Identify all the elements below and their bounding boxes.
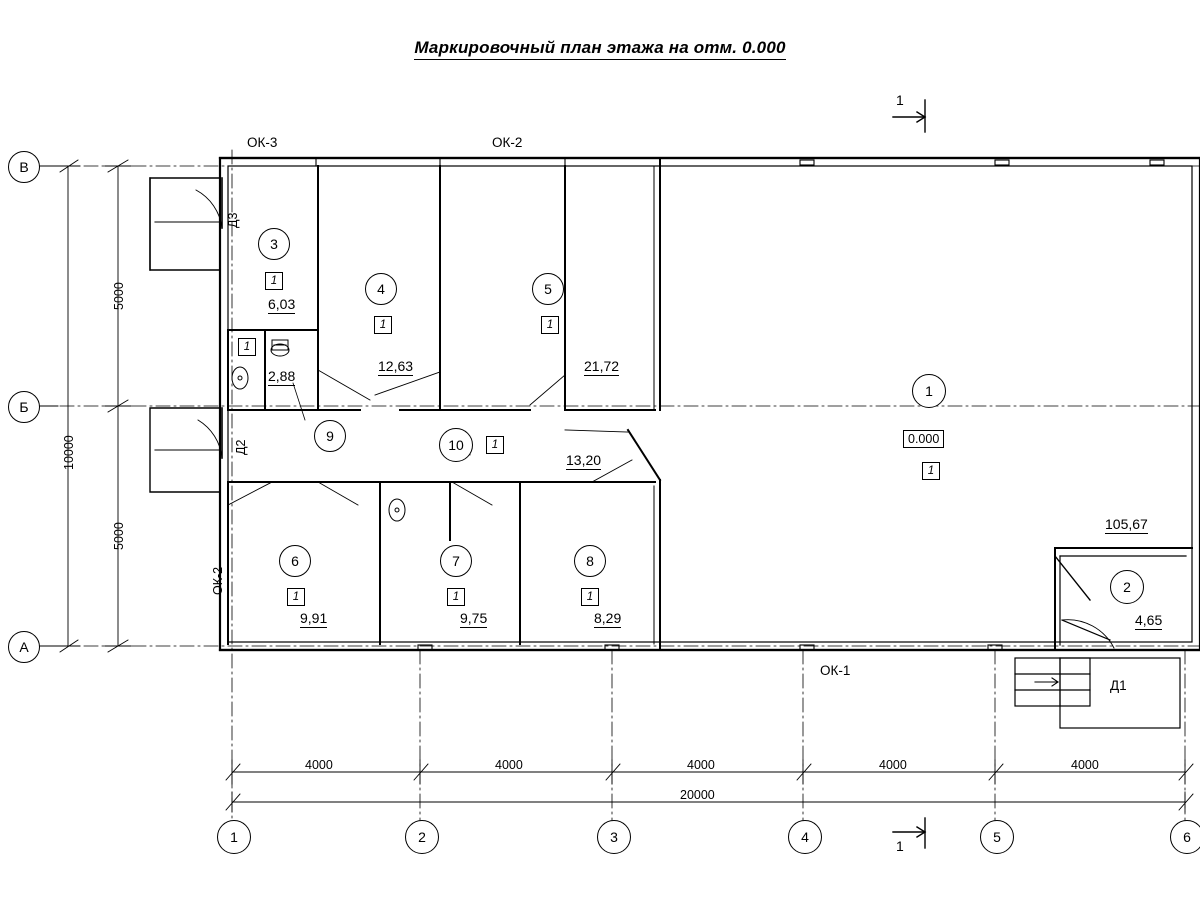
room-number-label: 6 xyxy=(291,553,299,569)
dim-vertical-5000-top: 5000 xyxy=(112,282,126,310)
room-number-7 xyxy=(440,545,472,577)
finish-mark-label: 1 xyxy=(379,319,387,331)
opening-label-ok-1: ОК-1 xyxy=(820,663,851,678)
finish-mark-room-7 xyxy=(447,588,465,606)
room-number-label: 10 xyxy=(448,437,464,453)
finish-mark-label: 1 xyxy=(546,319,554,331)
room-number-label: 8 xyxy=(586,553,594,569)
drawing-title: Маркировочный план этажа на отм. 0.000 xyxy=(0,38,1200,58)
room-number-label: 9 xyxy=(326,428,334,444)
room-number-2 xyxy=(1110,570,1144,604)
room-area-6: 9,91 xyxy=(300,610,328,626)
dim-vertical-10000-total: 10000 xyxy=(62,435,76,470)
finish-mark-label: 1 xyxy=(927,465,935,477)
finish-mark-room-9 xyxy=(238,338,256,356)
room-number-label: 7 xyxy=(452,553,460,569)
opening-label-ok-2-left: ОК-2 xyxy=(211,566,225,595)
room-number-label: 5 xyxy=(544,281,552,297)
room-area-4: 12,63 xyxy=(378,358,414,374)
room-number-8 xyxy=(574,545,606,577)
room-number-label: 2 xyxy=(1123,579,1131,595)
opening-label-ok-3: ОК-3 xyxy=(247,135,278,150)
axis-bubble-v-0 xyxy=(8,151,40,183)
finish-mark-room-1 xyxy=(922,462,940,480)
finish-mark-label: 1 xyxy=(292,591,300,603)
axis-label: 6 xyxy=(1183,829,1191,845)
floor-level-mark-room-1: 0.000 xyxy=(903,430,944,448)
room-number-6 xyxy=(279,545,311,577)
axis-bubble-h-2 xyxy=(597,820,631,854)
dim-horizontal-2: 4000 xyxy=(687,758,715,772)
room-number-1 xyxy=(912,374,946,408)
finish-mark-room-6 xyxy=(287,588,305,606)
finish-mark-label: 1 xyxy=(491,439,499,451)
axis-bubble-h-1 xyxy=(405,820,439,854)
room-area-1: 105,67 xyxy=(1105,516,1148,532)
finish-mark-room-10 xyxy=(486,436,504,454)
axis-bubble-h-4 xyxy=(980,820,1014,854)
axis-bubble-h-5 xyxy=(1170,820,1200,854)
dim-total: 20000 xyxy=(680,788,715,802)
dim-horizontal-1: 4000 xyxy=(495,758,523,772)
axis-bubble-v-2 xyxy=(8,631,40,663)
room-number-label: 4 xyxy=(377,281,385,297)
room-number-9 xyxy=(314,420,346,452)
room-area-5: 21,72 xyxy=(584,358,620,374)
axis-label: 4 xyxy=(801,829,809,845)
axis-label: В xyxy=(19,159,29,175)
finish-mark-room-5 xyxy=(541,316,559,334)
opening-label-d2: Д2 xyxy=(234,439,248,455)
room-area-7: 9,75 xyxy=(460,610,488,626)
opening-label-d3: Д3 xyxy=(226,212,240,228)
dim-vertical-5000-bottom: 5000 xyxy=(112,522,126,550)
finish-mark-room-3 xyxy=(265,272,283,290)
room-area-10: 13,20 xyxy=(566,452,602,468)
finish-mark-label: 1 xyxy=(586,591,594,603)
room-number-4 xyxy=(365,273,397,305)
room-area-9: 2,88 xyxy=(268,368,296,384)
room-number-3 xyxy=(258,228,290,260)
finish-mark-room-8 xyxy=(581,588,599,606)
opening-label-d1: Д1 xyxy=(1110,678,1127,693)
axis-bubble-h-0 xyxy=(217,820,251,854)
room-area-3: 6,03 xyxy=(268,296,296,312)
room-number-10 xyxy=(439,428,473,462)
finish-mark-room-4 xyxy=(374,316,392,334)
axis-label: 2 xyxy=(418,829,426,845)
finish-mark-label: 1 xyxy=(243,341,251,353)
room-number-label: 3 xyxy=(270,236,278,252)
axis-bubble-h-3 xyxy=(788,820,822,854)
room-area-2: 4,65 xyxy=(1135,612,1163,628)
dim-horizontal-3: 4000 xyxy=(879,758,907,772)
opening-label-ok-2-top: ОК-2 xyxy=(492,135,523,150)
axis-label: 3 xyxy=(610,829,618,845)
room-area-8: 8,29 xyxy=(594,610,622,626)
section-mark-top-label: 1 xyxy=(896,92,904,108)
axis-label: А xyxy=(19,639,29,655)
room-number-label: 1 xyxy=(925,383,933,399)
finish-mark-label: 1 xyxy=(452,591,460,603)
axis-label: 1 xyxy=(230,829,238,845)
dim-horizontal-4: 4000 xyxy=(1071,758,1099,772)
dim-horizontal-0: 4000 xyxy=(305,758,333,772)
section-mark-bottom-label: 1 xyxy=(896,838,904,854)
room-number-5 xyxy=(532,273,564,305)
finish-mark-label: 1 xyxy=(270,275,278,287)
axis-label: 5 xyxy=(993,829,1001,845)
axis-label: Б xyxy=(19,399,29,415)
axis-bubble-v-1 xyxy=(8,391,40,423)
